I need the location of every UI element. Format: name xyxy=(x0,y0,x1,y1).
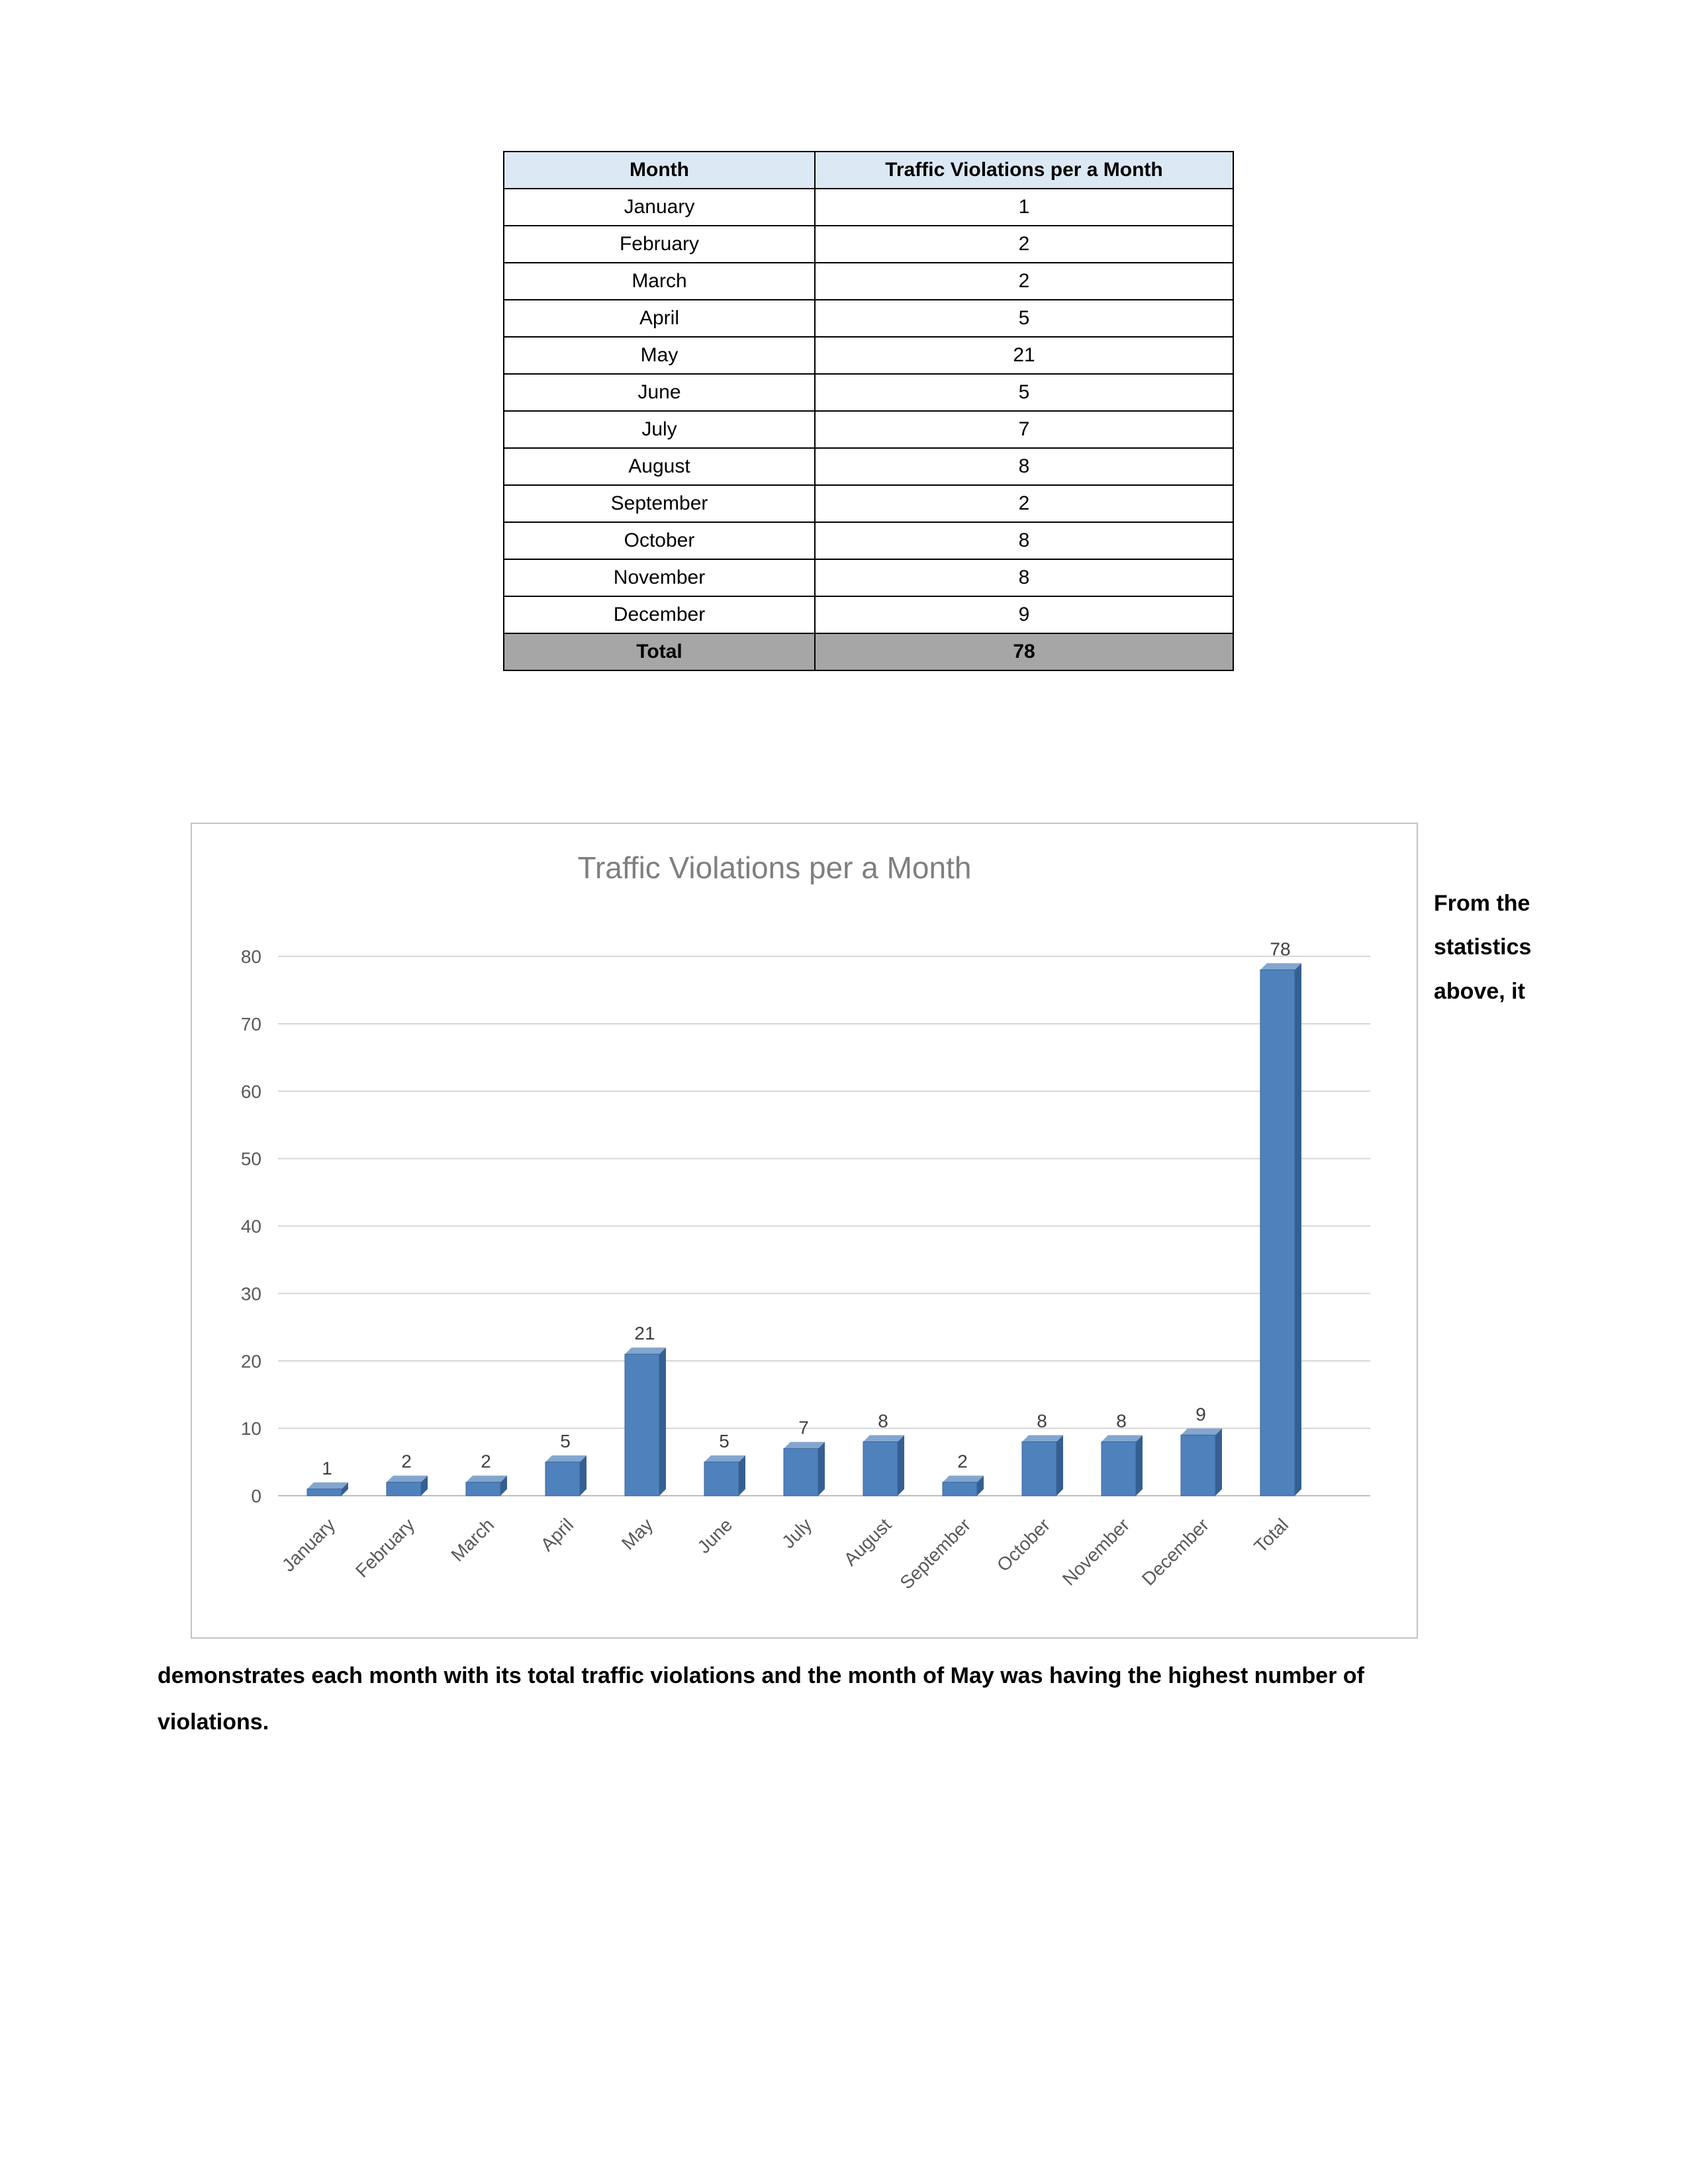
table-cell: August xyxy=(504,448,815,485)
bar-april xyxy=(545,1431,586,1496)
y-axis-tick-label: 30 xyxy=(240,1283,261,1304)
table-row xyxy=(504,411,1233,448)
table-row xyxy=(504,485,1233,522)
x-axis-label: March xyxy=(447,1514,498,1566)
x-axis-label: April xyxy=(536,1514,578,1555)
x-axis-label: January xyxy=(277,1514,340,1576)
x-axis-label: October xyxy=(992,1514,1055,1576)
table-cell: March xyxy=(504,263,815,300)
y-axis-tick-label: 70 xyxy=(240,1013,261,1034)
table-row xyxy=(504,337,1233,374)
bar-value-label: 78 xyxy=(1270,938,1291,960)
bar-value-label: 2 xyxy=(401,1451,412,1472)
bar-august xyxy=(863,1411,904,1496)
table-row xyxy=(504,522,1233,559)
table-header-row xyxy=(504,152,1233,189)
table-cell: 21 xyxy=(815,337,1233,374)
table-row xyxy=(504,374,1233,411)
table-row xyxy=(504,596,1233,633)
bar-june xyxy=(704,1431,745,1496)
x-axis-label: August xyxy=(839,1514,896,1570)
table-cell: June xyxy=(504,374,815,411)
table-body xyxy=(504,189,1233,670)
bar-total xyxy=(1260,938,1301,1496)
y-axis-tick-label: 20 xyxy=(240,1351,261,1372)
table-cell: May xyxy=(504,337,815,374)
bar-value-label: 1 xyxy=(322,1457,332,1479)
table-cell: October xyxy=(504,522,815,559)
table-cell: November xyxy=(504,559,815,596)
bar-march xyxy=(466,1451,507,1496)
y-axis-tick-label: 50 xyxy=(240,1148,261,1169)
table-cell: 7 xyxy=(815,411,1233,448)
y-axis-tick-label: 60 xyxy=(240,1081,261,1102)
bar-november xyxy=(1102,1411,1143,1496)
table-cell: January xyxy=(504,189,815,226)
x-axis-label: June xyxy=(693,1514,737,1558)
bar-value-label: 8 xyxy=(878,1410,888,1432)
bar-value-label: 2 xyxy=(957,1451,968,1472)
bar-value-label: 21 xyxy=(634,1323,655,1344)
bar-value-label: 9 xyxy=(1196,1404,1206,1425)
bar-value-label: 8 xyxy=(1116,1410,1127,1432)
table-cell: April xyxy=(504,300,815,337)
table-cell: December xyxy=(504,596,815,633)
table-row xyxy=(504,263,1233,300)
table-header-cell: Month xyxy=(504,152,815,189)
chart-title: Traffic Violations per a Month xyxy=(577,850,972,885)
table-cell: September xyxy=(504,485,815,522)
y-axis-tick-label: 10 xyxy=(240,1418,261,1439)
y-axis-tick-label: 40 xyxy=(240,1216,261,1237)
table-total-row xyxy=(504,633,1233,670)
x-axis-label: November xyxy=(1058,1514,1134,1590)
x-axis-label: December xyxy=(1137,1514,1213,1590)
table-cell: 8 xyxy=(815,522,1233,559)
table-row xyxy=(504,448,1233,485)
table-row xyxy=(504,189,1233,226)
table-header-cell: Traffic Violations per a Month xyxy=(815,152,1233,189)
bar-july xyxy=(784,1418,825,1496)
chart-frame xyxy=(191,823,1418,1639)
y-axis-tick-label: 0 xyxy=(251,1486,261,1506)
x-axis-label: July xyxy=(778,1514,816,1553)
table-total-cell: 78 xyxy=(815,633,1233,670)
bar-chart xyxy=(192,824,1417,1637)
table-cell: 2 xyxy=(815,263,1233,300)
table-cell: 2 xyxy=(815,485,1233,522)
x-axis-label: May xyxy=(617,1514,657,1554)
table-cell: 2 xyxy=(815,226,1233,263)
bar-january xyxy=(307,1458,348,1496)
bar-value-label: 2 xyxy=(481,1451,491,1472)
bar-february xyxy=(387,1451,428,1496)
x-axis-label: February xyxy=(352,1514,419,1582)
bar-value-label: 8 xyxy=(1037,1410,1047,1432)
table-cell: July xyxy=(504,411,815,448)
table-cell: 1 xyxy=(815,189,1233,226)
table-row xyxy=(504,226,1233,263)
table-cell: 5 xyxy=(815,300,1233,337)
side-paragraph: From the statistics above, it xyxy=(1434,891,1532,1004)
violations-table xyxy=(503,151,1234,671)
x-axis-label: September xyxy=(896,1514,975,1594)
bar-value-label: 5 xyxy=(719,1431,729,1452)
bar-value-label: 5 xyxy=(560,1431,571,1452)
table-row xyxy=(504,300,1233,337)
table-row xyxy=(504,559,1233,596)
bar-value-label: 7 xyxy=(798,1417,809,1438)
table-cell: February xyxy=(504,226,815,263)
bar-september xyxy=(943,1451,984,1496)
bar-december xyxy=(1181,1404,1222,1496)
table-cell: 9 xyxy=(815,596,1233,633)
bar-october xyxy=(1022,1411,1063,1496)
bar-may xyxy=(625,1323,666,1496)
bottom-paragraph: demonstrates each month with its total traffic violations and the month of May was having the highest number of violations. xyxy=(158,1663,1364,1735)
table-total-cell: Total xyxy=(504,633,815,670)
table-cell: 8 xyxy=(815,448,1233,485)
table-cell: 8 xyxy=(815,559,1233,596)
x-axis-label: Total xyxy=(1250,1514,1293,1557)
table-cell: 5 xyxy=(815,374,1233,411)
y-axis-tick-label: 80 xyxy=(240,946,261,967)
